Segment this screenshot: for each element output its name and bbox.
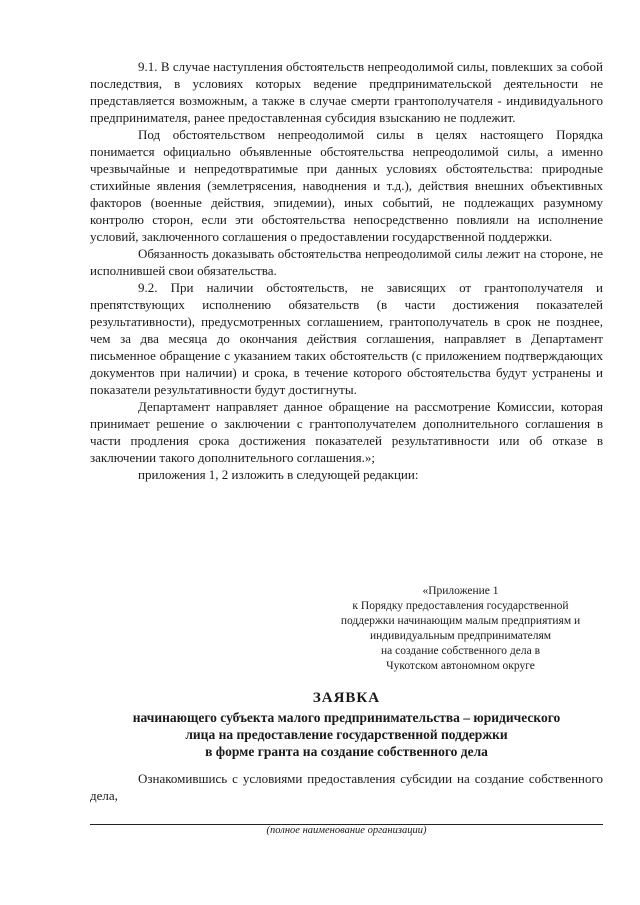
appendix-ref-line: индивидуальным предпринимателям <box>369 630 552 642</box>
paragraph-force-majeure-definition: Под обстоятельством непреодолимой силы в целях настоящего Порядка понимается официально объявленные обстоятельства непреодолимой силы, а именно чрезвычайные и непредотвратимые при данных условиях обстоятельства: природные стихийные явления (землетрясения, наводнения и т.д.), действия внешних объективных факторов (военные действия, эпидемии), иных событий, не подлежащих разумному контролю сторон, если эти обстоятельства непосредственно повлияли на исполнение условий, заключенного соглашения о предоставлении государственной поддержки. <box>90 127 603 244</box>
heading-title: ЗАЯВКА <box>312 690 381 706</box>
intro-paragraph: Ознакомившись с условиями предоставления субсидии на создание собственного дела, <box>90 771 603 803</box>
appendix-ref-line: на создание собственного дела в <box>380 645 541 657</box>
body-text <box>90 58 603 483</box>
paragraph-9-1: 9.1. В случае наступления обстоятельств непреодолимой силы, повлекших за собой последствия, в условиях которых ведение предпринимательской деятельности не представляется возможным, а также в случае смерти грантополучателя - индивидуального предпринимателя, ранее предоставленная субсидия взысканию не подлежит. <box>90 59 603 125</box>
heading-line: лица на предоставление государственной поддержки <box>185 727 508 742</box>
paragraph-department-referral: Департамент направляет данное обращение на рассмотрение Комиссии, которая принимает решение о заключении с грантополучателем дополнительного соглашения в части продления срока достижения показателей результативности или об отказе в заключении такого дополнительного соглашения.»; <box>90 399 603 465</box>
paragraph-appendix-instruction: приложения 1, 2 изложить в следующей редакции: <box>138 467 419 482</box>
application-heading <box>90 690 603 760</box>
paragraph-9-2: 9.2. При наличии обстоятельств, не зависящих от грантополучателя и препятствующих исполнению обязательств (в части достижения показателей результативности), предусмотренных соглашением, грантополучатель в срок не позднее, чем за два месяца до окончания действия соглашения, направляет в Департамент письменное обращение с указанием таких обстоятельств (с приложением подтверждающих документов при наличии) и срока, в течение которого обстоятельства будут устранены и показатели результативности будут достигнуты. <box>90 280 603 397</box>
intro-section <box>90 770 603 804</box>
appendix-ref-line: к Порядку предоставления государственной <box>352 600 569 612</box>
organization-name-caption: (полное наименование организации) <box>266 825 427 836</box>
appendix-ref-line: поддержки начинающим малым предприятиям и <box>340 615 581 627</box>
heading-line: начинающего субъекта малого предпринимательства – юридического <box>132 710 561 725</box>
paragraph-burden-of-proof: Обязанность доказывать обстоятельства непреодолимой силы лежит на стороне, не исполнившей свои обязательства. <box>90 246 603 278</box>
appendix-ref-line: «Приложение 1 <box>422 585 499 597</box>
appendix-reference <box>318 584 603 674</box>
appendix-ref-line: Чукотском автономном округе <box>386 660 535 672</box>
heading-line: в форме гранта на создание собственного дела <box>205 744 488 759</box>
